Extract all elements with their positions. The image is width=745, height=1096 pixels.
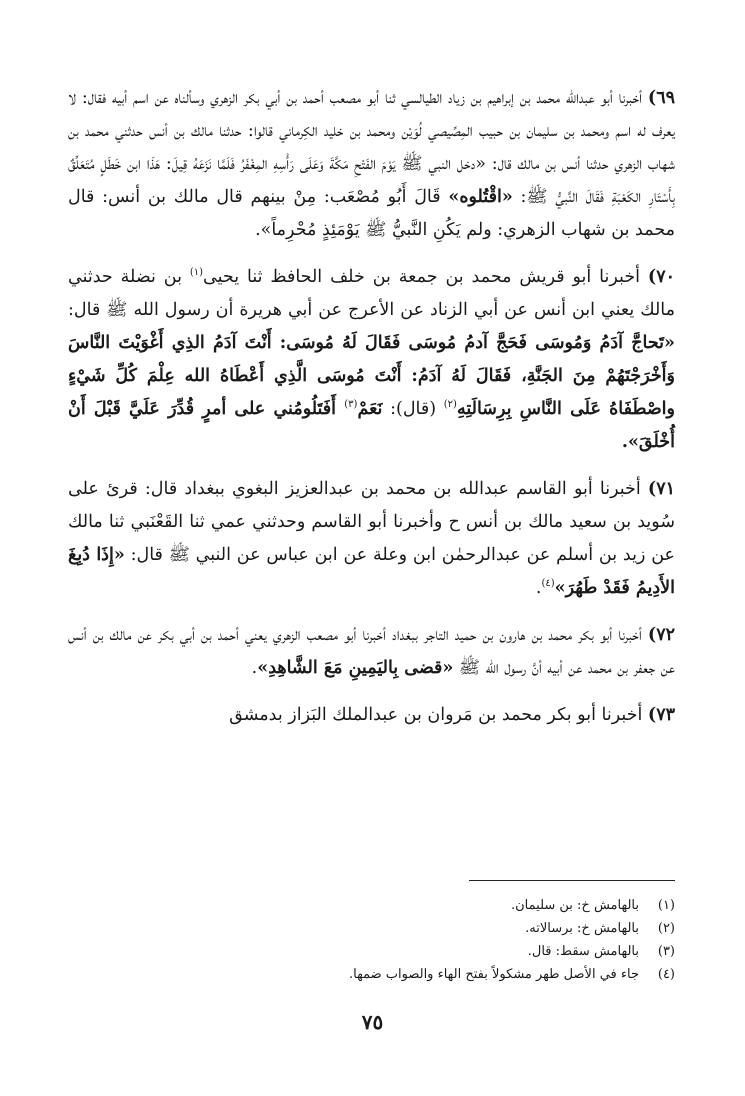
hadith-text: . (535, 578, 542, 598)
footnote-number: (١) (657, 898, 675, 913)
hadith-quote: «قضى بِاليَمِينِ مَعَ الشَّاهِدِ» (257, 658, 454, 678)
hadith-quote: نَعَمْ (357, 399, 383, 419)
hadith-72 (68, 619, 675, 685)
hadith-text: بن نضلة حدثني مالك يعني ابن أنس عن أبي الزناد عن الأعرج عن أبي هريرة أن رسول الله ﷺ قال: (68, 267, 675, 320)
hadith-number: ٧٢) (647, 625, 675, 645)
hadith-quote: «إِذَا دُبِغَ الأَدِيمُ فَقَدْ طَهُرَ» (68, 545, 675, 598)
page-number: ٧٥ (361, 1010, 384, 1034)
hadith-69 (68, 82, 675, 247)
hadith-quote: أَفَتَلُومُني على أمرٍ قُدِّرَ عَلَيَّ قَبْلَ أَنْ أُخْلَقَ». (68, 399, 675, 452)
hadith-quote: «تَحاجَّ آدَمُ وَمُوسَى فَحَجَّ آدمُ مُوسَى فَقَالَ لَهُ مُوسَى: أَنْتَ آدَمُ الذِي أَغْوَيْتَ النَّاسَ وَأَخْرَجْتَهُمْ مِنَ الجَنَّةِ، فَقَالَ لَهُ آدَمُ: أَنْتَ مُوسَى الَّذِي أَعْطَاهُ الله عِلْمَ كُلِّ شَيْءٍ واصْطَفَاهُ عَلَى النَّاسِ بِرِسَالَتِهِ (68, 333, 675, 419)
footnote-text: جاء في الأصل طهر مشكولاً بفتح الهاء والصواب ضمها. (349, 967, 639, 982)
hadith-text: (قال): (382, 399, 444, 419)
hadith-text: أخبرنا أبو عبدالله محمد بن إبراهيم بن زياد الطيالسي ثنا أبو مصعب أحمد بن أبي بكر الزهري وسألناه عن اسم أبيه فقال: لا يعرف له اسم ومحمد بن سليمان بن حبيب المِصِّيصي لُوَيْن ومحمد بن خليد الكِرماني قالوا: حدثنا مالك بن أنس حدثني محمد بن شهاب الزهري حدثنا أنس بن مالك قال: «دخل النبي ﷺ يَوْمَ الفَتْحِ مَكَّةَ وَعَلَى رَأْسِهِ المِغْفَرُ فَلَمَّا نَزَعَهُ قِيلَ: هَذَا ابن خَطَلٍ مُتَعَلِّقٌ بِأَسْتَارِ الكَعْبَةِ فَقَالَ النَّبيُّ ﷺ: (68, 88, 675, 207)
hadith-73 (68, 699, 675, 732)
footnote-text: بالهامش خ: برسالاته. (525, 921, 639, 936)
footnote-ref: (١) (189, 267, 204, 279)
footnote-item (68, 963, 675, 986)
footnote-ref: (٣) (344, 399, 358, 411)
hadith-text: أخبرنا أبو بكر محمد بن مَروان بن عبدالملك البَزاز بدمشق (229, 705, 648, 725)
footnote-item (68, 940, 675, 963)
footnote-number: (٢) (657, 921, 675, 936)
footnote-number: (٣) (657, 944, 675, 959)
hadith-number: ٦٩) (647, 88, 675, 108)
footnote-divider (469, 880, 675, 881)
hadith-quote: «اقْتُلوه» (448, 187, 513, 207)
footnotes-list (68, 894, 675, 986)
footnote-item (68, 894, 675, 917)
hadith-number: ٧٣) (647, 705, 675, 725)
footnote-text: بالهامش سقط: قال. (527, 944, 639, 959)
hadith-70 (68, 261, 675, 459)
hadith-text: أخبرنا أبو القاسم عبدالله بن محمد بن عبدالعزيز البغوي ببغداد قال: قرئ على سُويد بن سعيد مالك بن أنس ح وأخبرنا أبو القاسم وحدثني عمي ثنا القَعْنَبي ثنا مالك عن زيد بن أسلم عن عبدالرحمٰن ابن وعلة عن ابن عباس عن النبي ﷺ قال: (68, 479, 676, 565)
hadith-text: أخبرنا أبو بكر محمد بن هارون بن حميد التاجر ببغداد أخبرنا أبو مصعب الزهري يعني أحمد بن أبي بكر عن مالك بن أنس عن جعفر بن محمد عن أبيه أنَّ رسول الله ﷺ (68, 625, 675, 678)
hadith-text: . (251, 658, 258, 678)
hadith-number: ٧١) (647, 479, 675, 499)
footnote-ref: (٤) (541, 578, 555, 590)
footnote-item (68, 917, 675, 940)
hadith-71 (68, 473, 675, 605)
hadith-text: قَالَ أَبُو مُصْعَب: مِنْ بينهم قال مالك بن أنس: قال محمد بن شهاب الزهري: ولم يَكُنِ النَّبيُّ ﷺ يَوْمَئِذٍ مُحْرِماً». (68, 187, 675, 240)
footnote-text: بالهامش خ: بن سليمان. (511, 898, 639, 913)
footnote-number: (٤) (657, 967, 675, 982)
hadith-text: أخبرنا أبو قريش محمد بن جمعة بن خلف الحافظ ثنا يحيى (203, 267, 648, 287)
hadith-number: ٧٠) (647, 267, 675, 287)
footnote-ref: (٢) (443, 399, 457, 411)
